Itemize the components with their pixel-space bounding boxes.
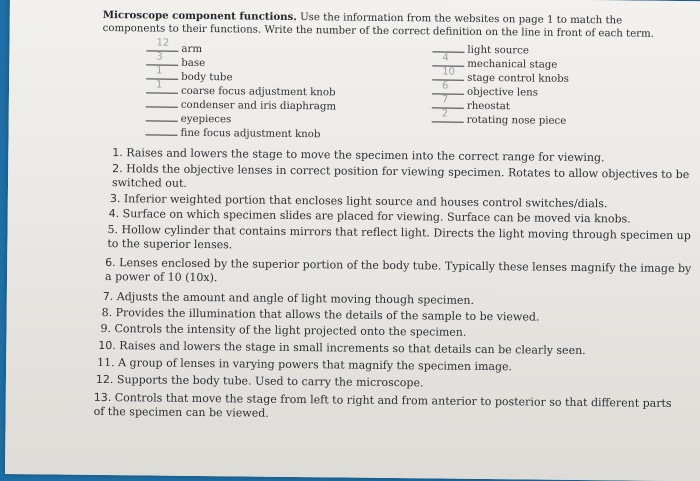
handwritten-answer: 1 <box>156 65 163 77</box>
definition-text: Hollow cylinder that contains mirrors that reflect light. Directs the light moving through specimen up to the superior lenses. <box>107 223 691 252</box>
term-stage-control-knobs <box>432 66 569 85</box>
term-label: light source <box>467 44 529 57</box>
definition-text: Inferior weighted portion that encloses light source and houses control switches/dials. <box>123 192 608 211</box>
definition-number: 3. <box>109 192 121 206</box>
answer-line[interactable] <box>432 41 464 52</box>
definition-text: Raises and lowers the stage in small increments so that details can be clearly seen. <box>119 339 586 358</box>
term-label: base <box>181 57 206 70</box>
definition-text: Supports the body tube. Used to carry the microscope. <box>116 373 424 390</box>
definition-number: 2. <box>112 162 123 176</box>
definition-text: Adjusts the amount and angle of light moving though specimen. <box>116 290 475 307</box>
definition-text: Controls that move the stage from left to right and from anterior to posterior so that different parts of the specimen can be viewed. <box>93 391 672 420</box>
answer-line[interactable] <box>146 65 178 79</box>
term-base <box>146 51 206 70</box>
handwritten-answer: 12 <box>156 37 170 49</box>
term-label: body tube <box>181 71 233 84</box>
definition-text: Surface on which specimen slides are placed for viewing. Surface can be moved via knobs. <box>122 207 631 226</box>
definition-number: 12. <box>95 372 114 387</box>
term-eyepieces <box>146 110 232 125</box>
answer-line[interactable] <box>432 94 464 108</box>
definition-number: 9. <box>100 321 112 336</box>
term-label: rheostat <box>466 100 510 113</box>
definition-text: Controls the intensity of the light projected onto the specimen. <box>114 322 467 339</box>
answer-line[interactable] <box>432 108 464 122</box>
answer-line[interactable] <box>146 51 178 65</box>
term-label: rotating nose piece <box>466 114 567 127</box>
definition-number: 10. <box>98 338 116 353</box>
term-arm <box>146 37 203 56</box>
answer-line[interactable] <box>146 96 178 107</box>
instructions-body: Use the information from the websites on page 1 to match the components to their functions. Write the number of the correct definition on the line in front of each term. <box>102 12 654 40</box>
answer-line[interactable] <box>146 124 178 135</box>
term-rotating-nose-piece <box>432 108 567 127</box>
handwritten-answer: 4 <box>442 52 449 64</box>
term-label: objective lens <box>466 86 539 99</box>
definition-text: Holds the objective lenses in correct position for viewing specimen. Rotates to allow objectives to be switched out. <box>111 162 690 190</box>
answer-line[interactable] <box>146 37 178 51</box>
term-label: mechanical stage <box>467 58 558 71</box>
term-label: fine focus adjustment knob <box>180 127 321 141</box>
definition-text: Lenses enclosed by the superior portion of the body tube. Typically these lenses magnify the image by a power of 10 (10x). <box>104 256 692 285</box>
handwritten-answer: 2 <box>441 108 449 120</box>
handwritten-answer: 6 <box>442 80 449 92</box>
instructions-title: Microscope component functions. <box>102 8 297 24</box>
definition-number: 8. <box>101 305 113 320</box>
definition-number: 4. <box>108 207 120 221</box>
definition-text: A group of lenses in varying powers that magnify the specimen image. <box>118 356 513 374</box>
definition-number: 7. <box>102 289 114 304</box>
answer-line[interactable] <box>432 80 464 94</box>
definition-number: 11. <box>97 355 115 370</box>
term-label: condenser and iris diaphragm <box>180 99 337 113</box>
answer-line[interactable] <box>146 79 178 93</box>
answer-line[interactable] <box>432 52 464 66</box>
definition-number: 6. <box>105 256 116 270</box>
definition-text: Provides the illumination that allows the details of the sample to be viewed. <box>115 306 540 324</box>
definition-number: 1. <box>112 146 123 160</box>
term-label: eyepieces <box>180 113 232 126</box>
worksheet-page <box>5 0 700 481</box>
answer-line[interactable] <box>146 110 178 121</box>
handwritten-answer: 10 <box>442 66 455 78</box>
term-label: coarse focus adjustment knob <box>180 85 336 99</box>
term-label: stage control knobs <box>467 72 569 85</box>
term-fine-focus <box>145 124 320 140</box>
definition-number: 13. <box>93 390 112 405</box>
handwritten-answer: 7 <box>441 94 449 106</box>
definition-number: 5. <box>107 223 119 237</box>
answer-line[interactable] <box>432 66 464 80</box>
handwritten-answer: 3 <box>156 51 163 63</box>
definition-text: Raises and lowers the stage to move the specimen into the correct range for viewing. <box>126 146 605 165</box>
term-label: arm <box>181 43 203 56</box>
handwritten-answer: 1 <box>155 79 163 91</box>
